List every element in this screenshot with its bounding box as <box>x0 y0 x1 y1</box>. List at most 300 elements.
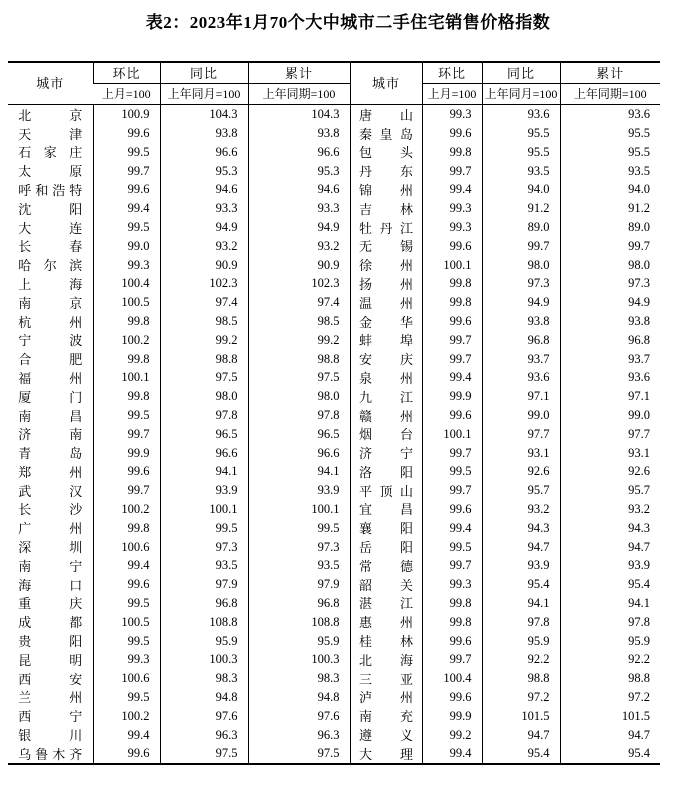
city-name: 泸 州 <box>359 690 413 706</box>
value-cell: 104.3 <box>248 105 350 124</box>
city-name: 韶 关 <box>359 577 413 593</box>
city-cell <box>350 124 422 143</box>
table-row <box>8 481 660 500</box>
value-cell: 99.6 <box>422 688 482 707</box>
city-name: 三 亚 <box>359 671 413 687</box>
header-city-right: 城市 <box>350 62 422 105</box>
city-cell <box>8 707 93 726</box>
table-row <box>8 631 660 650</box>
city-name: 无 锡 <box>359 239 413 255</box>
city-cell <box>8 443 93 462</box>
header-yoy-right: 同比 <box>482 62 560 84</box>
value-cell: 99.5 <box>248 519 350 538</box>
city-cell <box>8 556 93 575</box>
value-cell: 93.8 <box>160 124 248 143</box>
city-cell <box>350 331 422 350</box>
value-cell: 92.6 <box>482 462 560 481</box>
value-cell: 94.3 <box>482 519 560 538</box>
city-cell <box>350 481 422 500</box>
value-cell: 99.4 <box>422 519 482 538</box>
value-cell: 93.7 <box>560 349 660 368</box>
value-cell: 99.4 <box>93 725 160 744</box>
city-cell <box>8 669 93 688</box>
city-cell <box>8 594 93 613</box>
value-cell: 99.3 <box>422 199 482 218</box>
city-name: 唐 山 <box>359 107 413 123</box>
city-cell <box>350 218 422 237</box>
value-cell: 99.5 <box>422 462 482 481</box>
city-name: 深 圳 <box>18 540 83 556</box>
table-row <box>8 105 660 124</box>
value-cell: 97.1 <box>482 387 560 406</box>
value-cell: 99.6 <box>422 631 482 650</box>
city-cell <box>350 631 422 650</box>
city-cell <box>8 688 93 707</box>
value-cell: 97.8 <box>482 613 560 632</box>
value-cell: 99.6 <box>93 575 160 594</box>
value-cell: 99.5 <box>422 537 482 556</box>
value-cell: 99.7 <box>422 556 482 575</box>
table-row <box>8 613 660 632</box>
value-cell: 93.8 <box>482 312 560 331</box>
city-cell <box>350 725 422 744</box>
table-row <box>8 161 660 180</box>
value-cell: 97.5 <box>160 744 248 764</box>
value-cell: 93.2 <box>482 500 560 519</box>
value-cell: 100.3 <box>160 650 248 669</box>
value-cell: 98.0 <box>560 255 660 274</box>
city-name: 济 南 <box>18 427 83 443</box>
city-cell <box>350 613 422 632</box>
value-cell: 93.2 <box>160 237 248 256</box>
value-cell: 99.4 <box>93 199 160 218</box>
table-row <box>8 368 660 387</box>
city-cell <box>8 368 93 387</box>
city-name: 宜 昌 <box>359 502 413 518</box>
table-row <box>8 312 660 331</box>
city-cell <box>350 688 422 707</box>
header-yoy-base-right: 上年同月=100 <box>482 84 560 105</box>
header-mom-left: 环比 <box>93 62 160 84</box>
header-mom-base-left: 上月=100 <box>93 84 160 105</box>
table-row <box>8 218 660 237</box>
value-cell: 95.4 <box>482 744 560 764</box>
value-cell: 95.9 <box>248 631 350 650</box>
value-cell: 99.4 <box>422 744 482 764</box>
table-row <box>8 744 660 764</box>
city-cell <box>350 556 422 575</box>
value-cell: 99.6 <box>422 406 482 425</box>
city-name: 蚌 埠 <box>359 333 413 349</box>
value-cell: 93.9 <box>482 556 560 575</box>
value-cell: 97.6 <box>160 707 248 726</box>
city-cell <box>8 406 93 425</box>
value-cell: 93.5 <box>560 161 660 180</box>
city-name: 广 州 <box>18 521 83 537</box>
value-cell: 94.9 <box>160 218 248 237</box>
table-body <box>8 105 660 764</box>
city-cell <box>350 500 422 519</box>
value-cell: 99.7 <box>93 161 160 180</box>
value-cell: 99.5 <box>93 143 160 162</box>
value-cell: 99.9 <box>422 707 482 726</box>
value-cell: 100.1 <box>422 425 482 444</box>
value-cell: 100.1 <box>160 500 248 519</box>
city-name: 泉 州 <box>359 370 413 386</box>
city-cell <box>350 744 422 764</box>
value-cell: 97.3 <box>560 274 660 293</box>
header-yoy-left: 同比 <box>160 62 248 84</box>
value-cell: 94.3 <box>560 519 660 538</box>
city-cell <box>350 293 422 312</box>
table-row <box>8 143 660 162</box>
value-cell: 93.6 <box>482 105 560 124</box>
value-cell: 101.5 <box>560 707 660 726</box>
value-cell: 99.5 <box>93 218 160 237</box>
value-cell: 98.5 <box>160 312 248 331</box>
city-name: 南 京 <box>18 295 83 311</box>
value-cell: 98.0 <box>482 255 560 274</box>
value-cell: 94.0 <box>560 180 660 199</box>
value-cell: 98.8 <box>560 669 660 688</box>
city-cell <box>350 180 422 199</box>
value-cell: 95.7 <box>482 481 560 500</box>
city-cell <box>8 180 93 199</box>
city-name: 南 昌 <box>18 408 83 424</box>
table-row <box>8 725 660 744</box>
value-cell: 99.8 <box>422 594 482 613</box>
city-name: 常 德 <box>359 558 413 574</box>
value-cell: 102.3 <box>160 274 248 293</box>
value-cell: 99.8 <box>422 293 482 312</box>
city-cell <box>350 255 422 274</box>
value-cell: 93.8 <box>248 124 350 143</box>
value-cell: 100.2 <box>93 331 160 350</box>
value-cell: 96.8 <box>482 331 560 350</box>
value-cell: 99.4 <box>422 368 482 387</box>
city-name: 长 春 <box>18 239 83 255</box>
city-name: 扬 州 <box>359 276 413 292</box>
header-cum-base-left: 上年同期=100 <box>248 84 350 105</box>
value-cell: 99.2 <box>248 331 350 350</box>
city-cell <box>8 650 93 669</box>
value-cell: 94.9 <box>248 218 350 237</box>
value-cell: 99.8 <box>93 349 160 368</box>
value-cell: 93.2 <box>560 500 660 519</box>
table-row <box>8 425 660 444</box>
city-cell <box>8 124 93 143</box>
value-cell: 96.8 <box>248 594 350 613</box>
value-cell: 93.3 <box>248 199 350 218</box>
value-cell: 93.5 <box>248 556 350 575</box>
value-cell: 97.8 <box>560 613 660 632</box>
table-row <box>8 594 660 613</box>
table-row <box>8 331 660 350</box>
value-cell: 99.3 <box>422 575 482 594</box>
city-cell <box>8 481 93 500</box>
city-name: 温 州 <box>359 295 413 311</box>
city-name: 银 川 <box>18 728 83 744</box>
value-cell: 90.9 <box>248 255 350 274</box>
city-name: 大 连 <box>18 220 83 236</box>
value-cell: 93.9 <box>248 481 350 500</box>
city-name: 哈 尔 滨 <box>18 258 83 274</box>
city-name: 厦 门 <box>18 389 83 405</box>
value-cell: 97.7 <box>560 425 660 444</box>
table-header <box>8 62 660 105</box>
city-cell <box>8 613 93 632</box>
value-cell: 99.7 <box>422 349 482 368</box>
value-cell: 94.8 <box>160 688 248 707</box>
value-cell: 99.4 <box>93 556 160 575</box>
value-cell: 94.7 <box>560 725 660 744</box>
table-row <box>8 575 660 594</box>
city-name: 北 京 <box>18 107 83 123</box>
value-cell: 99.6 <box>422 312 482 331</box>
value-cell: 93.6 <box>560 105 660 124</box>
city-name: 牡 丹 江 <box>359 220 413 236</box>
value-cell: 100.6 <box>93 537 160 556</box>
value-cell: 96.8 <box>560 331 660 350</box>
value-cell: 99.8 <box>93 387 160 406</box>
value-cell: 95.4 <box>560 744 660 764</box>
value-cell: 99.3 <box>422 218 482 237</box>
value-cell: 93.9 <box>160 481 248 500</box>
value-cell: 99.6 <box>422 124 482 143</box>
value-cell: 94.1 <box>560 594 660 613</box>
header-yoy-base-left: 上年同月=100 <box>160 84 248 105</box>
value-cell: 99.9 <box>93 443 160 462</box>
value-cell: 99.2 <box>422 725 482 744</box>
value-cell: 98.0 <box>248 387 350 406</box>
city-cell <box>350 368 422 387</box>
value-cell: 97.3 <box>248 537 350 556</box>
header-mom-right: 环比 <box>422 62 482 84</box>
value-cell: 92.2 <box>560 650 660 669</box>
city-name: 海 口 <box>18 577 83 593</box>
value-cell: 95.4 <box>560 575 660 594</box>
city-name: 宁 波 <box>18 333 83 349</box>
header-cum-base-right: 上年同期=100 <box>560 84 660 105</box>
table-title: 表2：2023年1月70个大中城市二手住宅销售价格指数 <box>145 13 551 32</box>
value-cell: 99.8 <box>422 613 482 632</box>
value-cell: 99.6 <box>422 237 482 256</box>
value-cell: 99.5 <box>93 688 160 707</box>
city-cell <box>8 143 93 162</box>
city-name: 襄 阳 <box>359 521 413 537</box>
value-cell: 93.5 <box>482 161 560 180</box>
city-name: 赣 州 <box>359 408 413 424</box>
city-name: 秦 皇 岛 <box>359 126 413 142</box>
value-cell: 94.6 <box>248 180 350 199</box>
value-cell: 95.5 <box>482 124 560 143</box>
value-cell: 95.7 <box>560 481 660 500</box>
value-cell: 97.9 <box>248 575 350 594</box>
value-cell: 98.8 <box>482 669 560 688</box>
value-cell: 99.7 <box>422 443 482 462</box>
city-cell <box>8 218 93 237</box>
value-cell: 94.0 <box>482 180 560 199</box>
value-cell: 98.8 <box>248 349 350 368</box>
city-name: 福 州 <box>18 370 83 386</box>
city-name: 包 头 <box>359 145 413 161</box>
city-cell <box>8 744 93 764</box>
value-cell: 91.2 <box>560 199 660 218</box>
value-cell: 99.3 <box>93 255 160 274</box>
value-cell: 90.9 <box>160 255 248 274</box>
city-cell <box>8 161 93 180</box>
city-cell <box>350 237 422 256</box>
city-name: 南 充 <box>359 709 413 725</box>
city-cell <box>350 161 422 180</box>
city-cell <box>350 462 422 481</box>
table-row <box>8 180 660 199</box>
value-cell: 94.7 <box>482 537 560 556</box>
city-cell <box>8 387 93 406</box>
table-row <box>8 255 660 274</box>
table-row <box>8 462 660 481</box>
table-row <box>8 537 660 556</box>
value-cell: 100.5 <box>93 293 160 312</box>
value-cell: 96.6 <box>248 143 350 162</box>
city-cell <box>8 255 93 274</box>
value-cell: 93.8 <box>560 312 660 331</box>
value-cell: 94.6 <box>160 180 248 199</box>
city-cell <box>350 425 422 444</box>
city-name: 平 顶 山 <box>359 483 413 499</box>
table-row <box>8 688 660 707</box>
value-cell: 92.6 <box>560 462 660 481</box>
value-cell: 100.4 <box>93 274 160 293</box>
value-cell: 95.4 <box>482 575 560 594</box>
value-cell: 100.2 <box>93 500 160 519</box>
city-cell <box>8 331 93 350</box>
value-cell: 100.1 <box>93 368 160 387</box>
city-name: 石 家 庄 <box>18 145 83 161</box>
value-cell: 94.8 <box>248 688 350 707</box>
city-name: 杭 州 <box>18 314 83 330</box>
value-cell: 96.5 <box>248 425 350 444</box>
value-cell: 108.8 <box>160 613 248 632</box>
table-row <box>8 500 660 519</box>
value-cell: 99.4 <box>422 180 482 199</box>
city-cell <box>350 669 422 688</box>
value-cell: 97.2 <box>560 688 660 707</box>
value-cell: 98.3 <box>160 669 248 688</box>
table-row <box>8 237 660 256</box>
value-cell: 93.5 <box>160 556 248 575</box>
value-cell: 98.3 <box>248 669 350 688</box>
city-name: 遵 义 <box>359 728 413 744</box>
value-cell: 99.5 <box>160 519 248 538</box>
table-row <box>8 707 660 726</box>
city-cell <box>350 199 422 218</box>
city-name: 北 海 <box>359 652 413 668</box>
city-cell <box>8 312 93 331</box>
value-cell: 108.8 <box>248 613 350 632</box>
value-cell: 94.1 <box>248 462 350 481</box>
value-cell: 99.6 <box>422 500 482 519</box>
city-cell <box>8 425 93 444</box>
value-cell: 99.2 <box>160 331 248 350</box>
city-name: 太 原 <box>18 164 83 180</box>
value-cell: 98.0 <box>160 387 248 406</box>
value-cell: 100.1 <box>422 255 482 274</box>
value-cell: 99.6 <box>93 124 160 143</box>
city-name: 桂 林 <box>359 634 413 650</box>
value-cell: 104.3 <box>160 105 248 124</box>
value-cell: 95.5 <box>482 143 560 162</box>
value-cell: 98.5 <box>248 312 350 331</box>
value-cell: 93.6 <box>560 368 660 387</box>
table-row <box>8 199 660 218</box>
city-cell <box>8 105 93 124</box>
value-cell: 96.6 <box>160 143 248 162</box>
value-cell: 100.9 <box>93 105 160 124</box>
city-name: 乌 鲁 木 齐 <box>18 746 83 762</box>
table-row <box>8 519 660 538</box>
value-cell: 99.6 <box>93 462 160 481</box>
city-name: 青 岛 <box>18 446 83 462</box>
city-cell <box>8 537 93 556</box>
value-cell: 99.6 <box>93 180 160 199</box>
value-cell: 96.8 <box>160 594 248 613</box>
city-name: 贵 阳 <box>18 634 83 650</box>
city-name: 天 津 <box>18 126 83 142</box>
city-name: 安 庆 <box>359 352 413 368</box>
city-cell <box>350 707 422 726</box>
city-cell <box>8 274 93 293</box>
city-cell <box>350 105 422 124</box>
value-cell: 99.3 <box>422 105 482 124</box>
value-cell: 99.7 <box>560 237 660 256</box>
city-name: 岳 阳 <box>359 540 413 556</box>
value-cell: 97.8 <box>160 406 248 425</box>
value-cell: 99.5 <box>93 594 160 613</box>
city-cell <box>8 631 93 650</box>
value-cell: 94.9 <box>482 293 560 312</box>
value-cell: 97.3 <box>160 537 248 556</box>
city-name: 九 江 <box>359 389 413 405</box>
value-cell: 99.0 <box>482 406 560 425</box>
city-name: 呼 和 浩 特 <box>18 182 83 198</box>
value-cell: 94.7 <box>560 537 660 556</box>
city-cell <box>350 387 422 406</box>
city-name: 丹 东 <box>359 164 413 180</box>
value-cell: 97.3 <box>482 274 560 293</box>
value-cell: 97.5 <box>160 368 248 387</box>
value-cell: 97.5 <box>248 368 350 387</box>
price-index-table <box>8 61 660 765</box>
value-cell: 99.7 <box>93 425 160 444</box>
value-cell: 99.9 <box>422 387 482 406</box>
city-cell <box>350 274 422 293</box>
value-cell: 93.9 <box>560 556 660 575</box>
value-cell: 99.7 <box>422 481 482 500</box>
table-row <box>8 274 660 293</box>
value-cell: 97.1 <box>560 387 660 406</box>
city-name: 长 沙 <box>18 502 83 518</box>
value-cell: 94.1 <box>160 462 248 481</box>
city-cell <box>8 575 93 594</box>
value-cell: 99.8 <box>422 274 482 293</box>
value-cell: 100.2 <box>93 707 160 726</box>
city-name: 徐 州 <box>359 258 413 274</box>
value-cell: 95.5 <box>560 143 660 162</box>
table-row <box>8 406 660 425</box>
city-cell <box>350 575 422 594</box>
value-cell: 91.2 <box>482 199 560 218</box>
